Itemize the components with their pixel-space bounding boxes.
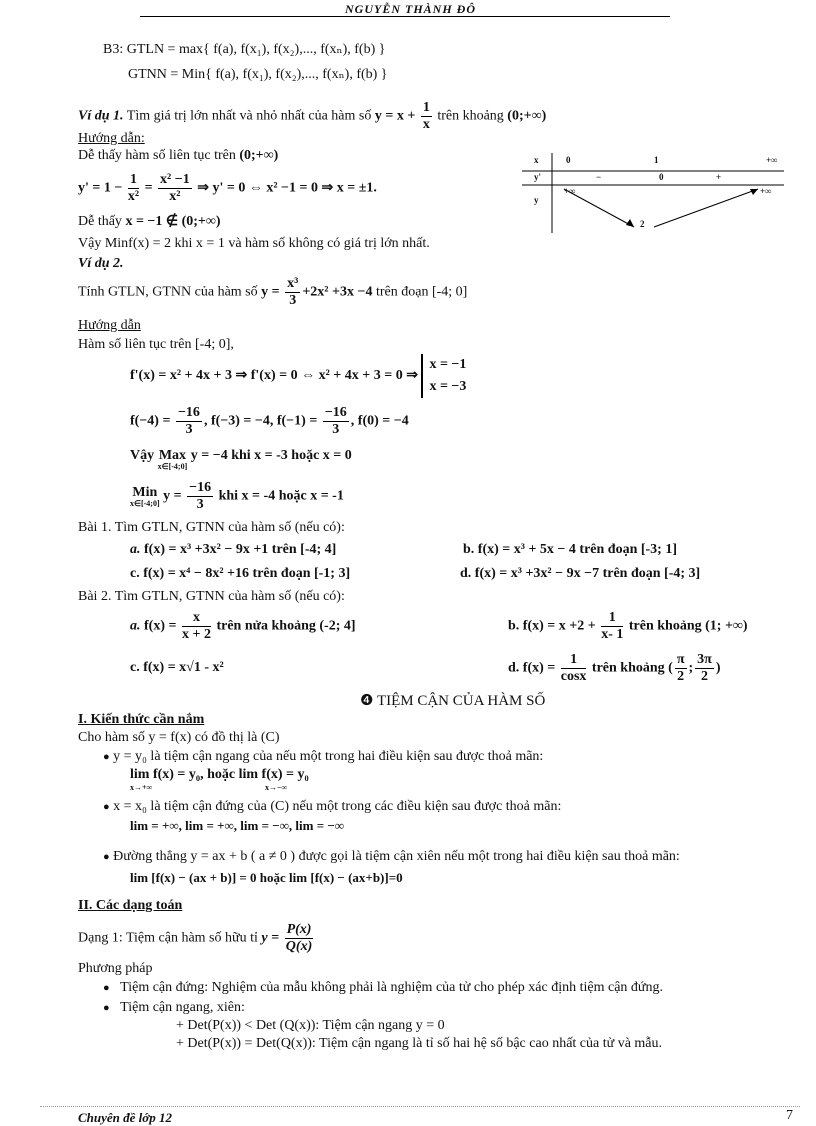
method-2a: + Det(P(x)) < Det (Q(x)): Tiệm cận ngang y = 0 bbox=[176, 1018, 445, 1033]
a-frac bbox=[182, 610, 211, 643]
b-pre: b. f(x) = x +2 + bbox=[508, 618, 596, 634]
table-dy-label: y' bbox=[534, 172, 542, 182]
bullet-icon: ● bbox=[103, 851, 110, 863]
min-frac bbox=[187, 480, 213, 513]
table-x-label: x bbox=[534, 155, 539, 165]
frac-den: 2 bbox=[677, 669, 685, 684]
max-op: Max bbox=[158, 448, 187, 463]
seen-text: Dễ thấy bbox=[78, 214, 122, 229]
page-number: 7 bbox=[786, 1108, 793, 1123]
d-frac-1 bbox=[675, 652, 687, 685]
method-2-text: Tiệm cận ngang, xiên: bbox=[120, 1000, 245, 1015]
vals-part: , f(−3) = −4, f(−1) = bbox=[203, 413, 318, 429]
example-1-seen bbox=[78, 213, 221, 230]
frac-den: x + 2 bbox=[181, 627, 211, 642]
frac-den: 3 bbox=[332, 422, 340, 437]
theory-oblique-math: lim [f(x) − (ax + b)] = 0 hoặc lim [f(x) − (ax+b)]=0 bbox=[130, 870, 403, 885]
frac-num: x bbox=[182, 610, 211, 627]
table-y-inf-right: +∞ bbox=[760, 186, 772, 196]
example-1-guide: Hướng dẫn: bbox=[78, 131, 145, 146]
section-4-marker: ❹ bbox=[360, 693, 374, 709]
frac-den: cosx bbox=[560, 669, 587, 684]
example-1-interval: (0;+∞) bbox=[507, 108, 547, 124]
exercise-2-title: Bài 2. Tìm GTLN, GTNN của hàm số (nếu có): bbox=[78, 589, 345, 604]
example-1-func: y = x + bbox=[374, 108, 416, 124]
frac-den: x bbox=[422, 117, 430, 132]
bullet-icon: ● bbox=[103, 751, 110, 763]
frac-den: x² bbox=[127, 189, 140, 204]
frac-num: π bbox=[676, 652, 685, 667]
frac-den: Q(x) bbox=[285, 939, 313, 954]
bullet-icon: ● bbox=[103, 982, 110, 994]
root-2: x = −3 bbox=[429, 379, 467, 394]
label-a: a. bbox=[130, 542, 141, 557]
vals-frac-2 bbox=[323, 405, 349, 438]
theory-vertical bbox=[103, 799, 561, 815]
theory-vertical-math: lim = +∞, lim = +∞, lim = −∞, lim = −∞ bbox=[130, 818, 345, 833]
deriv-eq: = bbox=[144, 180, 153, 196]
exercise-1-b: b. f(x) = x³ + 5x − 4 trên đoạn [-3; 1] bbox=[463, 542, 677, 557]
frac-num: 1 bbox=[601, 610, 623, 627]
b-frac bbox=[601, 610, 623, 643]
method-1-text: Tiệm cận đứng: Nghiệm của mẫu không phải là nghiệm của tử cho phép xác định tiệm cận đứng. bbox=[120, 980, 663, 995]
exercise-2-d bbox=[508, 652, 721, 685]
exercise-2-b bbox=[508, 610, 748, 643]
ex2-deriv: f'(x) = x² + 4x + 3 ⇒ f'(x) = 0 ⇔ x² + 4x + 3 = 0 ⇒ bbox=[130, 368, 418, 384]
exercise-1-c: c. f(x) = x⁴ − 8x² +16 trên đoạn [-1; 3] bbox=[130, 566, 351, 581]
example-1-label: Ví dụ 1. bbox=[78, 108, 124, 124]
max-text: y = −4 khi x = -3 hoặc x = 0 bbox=[190, 448, 352, 463]
d-post: trên khoảng ( bbox=[591, 660, 673, 676]
section-4-title bbox=[360, 691, 545, 710]
method-2 bbox=[103, 1000, 245, 1016]
frac-den: 3 bbox=[289, 293, 297, 308]
exercise-1-title: Bài 1. Tìm GTLN, GTNN của hàm số (nếu có): bbox=[78, 520, 345, 535]
table-dy-plus: + bbox=[716, 172, 722, 182]
frac-den: 3 bbox=[185, 422, 193, 437]
bullet-icon: ● bbox=[103, 801, 110, 813]
example-2-statement bbox=[78, 276, 467, 309]
exercise-2-c: c. f(x) = x√1 - x² bbox=[130, 660, 224, 675]
ex2-func-frac bbox=[285, 276, 300, 309]
example-1-frac bbox=[421, 100, 432, 133]
table-y-inf-left: +∞ bbox=[564, 186, 576, 196]
method-label: Phương pháp bbox=[78, 961, 153, 976]
example-1-text: Tìm giá trị lớn nhất và nhỏ nhất của hàm số bbox=[126, 108, 372, 124]
frac-den: 3 bbox=[196, 497, 204, 512]
item-a: f(x) = x³ +3x² − 9x +1 trên [-4; 4] bbox=[144, 542, 337, 557]
example-1-continuity bbox=[78, 148, 278, 164]
vals-frac-1 bbox=[176, 405, 202, 438]
min-op: Min bbox=[132, 485, 158, 500]
ex2-func-b: +2x² +3x −4 bbox=[302, 284, 373, 300]
d-end: ) bbox=[715, 660, 721, 676]
table-y-label: y bbox=[534, 195, 539, 205]
table-y-min: 2 bbox=[640, 219, 645, 229]
variation-table-lines bbox=[522, 153, 784, 233]
frac-num: 3π bbox=[697, 652, 712, 667]
a-pre: f(x) = bbox=[144, 618, 177, 634]
frac-num: 1 bbox=[561, 652, 587, 669]
d-frac bbox=[561, 652, 587, 685]
min-sub: x∈[-4;0] bbox=[130, 499, 160, 508]
frac-num: 1 bbox=[128, 172, 139, 189]
frac-num: −16 bbox=[324, 405, 347, 420]
example-1 bbox=[78, 100, 546, 133]
theory-horizontal-sub1: x→+∞ bbox=[130, 783, 153, 792]
frac-num: 1 bbox=[422, 100, 430, 115]
frac-num: P(x) bbox=[286, 922, 312, 937]
deriv-frac-1 bbox=[128, 172, 139, 205]
vals-part: f(−4) = bbox=[130, 413, 171, 429]
theory-heading: I. Kiến thức cần nắm bbox=[78, 712, 205, 727]
root-1: x = −1 bbox=[429, 357, 467, 372]
example-2-derivative bbox=[130, 354, 466, 398]
header-author: NGUYỄN THÀNH ĐÔ bbox=[345, 2, 476, 16]
min-eq: y = bbox=[163, 488, 182, 504]
max-sub: x∈[-4;0] bbox=[157, 462, 188, 471]
deriv-part: y' = 1 − bbox=[78, 180, 123, 196]
oblique-text: Đường thẳng y = ax + b ( a ≠ 0 ) được gọi là tiệm cận xiên nếu một trong hai điều kiện sau thoả mãn: bbox=[113, 849, 680, 864]
footer-rule bbox=[40, 1106, 800, 1107]
footer-title: Chuyên đề lớp 12 bbox=[78, 1110, 173, 1125]
step3-gtnn: GTNN = Min{ f(a), f(x₁), f(x₂),..., f(xₙ), f(b) } bbox=[128, 67, 388, 82]
min-text: khi x = -4 hoặc x = -1 bbox=[218, 488, 344, 504]
example-2-max bbox=[130, 448, 352, 471]
max-prefix: Vậy bbox=[130, 448, 155, 463]
vals-part: , f(0) = −4 bbox=[350, 413, 409, 429]
types-heading: II. Các dạng toán bbox=[78, 898, 183, 913]
theory-intro: Cho hàm số y = f(x) có đồ thị là (C) bbox=[78, 730, 280, 745]
section-4-text: TIỆM CẬN CỦA HÀM SỐ bbox=[376, 693, 546, 709]
frac-den: 2 bbox=[701, 669, 708, 684]
ex2-roots bbox=[421, 354, 466, 398]
horizontal-text: y = y₀ là tiệm cận ngang của nếu một trong hai điều kiện sau được thoả mãn: bbox=[113, 749, 544, 764]
ex2-func-a: y = bbox=[261, 284, 280, 300]
type-1-text: Dạng 1: Tiệm cận hàm số hữu tỉ bbox=[78, 930, 258, 946]
label-a: a. bbox=[130, 618, 141, 634]
type-1 bbox=[78, 922, 315, 955]
example-2-label: Ví dụ 2. bbox=[78, 256, 124, 271]
exercise-1-d: d. f(x) = x³ +3x² − 9x −7 trên đoạn [-4; 3] bbox=[460, 566, 701, 581]
example-1-interval-text: trên khoảng bbox=[437, 108, 504, 124]
table-x-0: 0 bbox=[566, 155, 571, 165]
table-dy-zero: 0 bbox=[659, 172, 664, 182]
ex2-text: Tính GTLN, GTNN của hàm số bbox=[78, 284, 258, 300]
type-1-eq: y = bbox=[261, 930, 280, 946]
deriv-part: ⇒ y' = 0 ⇔ x² −1 = 0 ⇒ x = ±1. bbox=[197, 180, 377, 196]
frac-num: x³ bbox=[287, 276, 299, 291]
step3-gtln: B3: GTLN = max{ f(a), f(x₁), f(x₂),..., f(xₙ), f(b) } bbox=[103, 42, 386, 57]
frac-num: −16 bbox=[177, 405, 200, 420]
example-2-min bbox=[130, 480, 344, 513]
d-pre: d. f(x) = bbox=[508, 660, 556, 676]
table-x-1: 1 bbox=[654, 155, 659, 165]
variation-table bbox=[522, 153, 784, 233]
continuity-interval: (0;+∞) bbox=[239, 148, 279, 163]
theory-oblique bbox=[103, 849, 680, 865]
bullet-icon: ● bbox=[103, 1002, 110, 1014]
seen-math: x = −1 ∉ (0;+∞) bbox=[125, 214, 221, 229]
vertical-text: x = x₀ là tiệm cận đứng của (C) nếu một trong các điều kiện sau được thoả mãn: bbox=[113, 799, 562, 814]
example-2-guide: Hướng dẫn bbox=[78, 318, 141, 333]
b-post: trên khoảng (1; +∞) bbox=[628, 618, 748, 634]
d-sep: ; bbox=[688, 660, 694, 676]
frac-num: −16 bbox=[189, 480, 212, 495]
example-1-conclusion: Vậy Minf(x) = 2 khi x = 1 và hàm số không có giá trị lớn nhất. bbox=[78, 236, 430, 251]
theory-horizontal-math: lim f(x) = y₀, hoặc lim f(x) = y₀ bbox=[130, 767, 309, 782]
a-post: trên nửa khoảng (-2; 4] bbox=[216, 618, 356, 634]
theory-horizontal bbox=[103, 749, 543, 765]
table-dy-minus: − bbox=[596, 172, 602, 182]
exercise-2-a bbox=[130, 610, 356, 643]
d-frac-2 bbox=[695, 652, 714, 685]
type-1-frac bbox=[285, 922, 314, 955]
example-2-continuity: Hàm số liên tục trên [-4; 0], bbox=[78, 337, 234, 352]
example-2-values bbox=[130, 405, 409, 438]
deriv-frac-2 bbox=[158, 172, 192, 205]
frac-num: x² −1 bbox=[160, 172, 190, 187]
example-1-derivative bbox=[78, 172, 377, 205]
method-1 bbox=[103, 980, 663, 996]
method-2b: + Det(P(x)) = Det(Q(x)): Tiệm cận ngang là tỉ số hai hệ số bậc cao nhất của tử và mẫu. bbox=[176, 1036, 663, 1051]
frac-den: x² bbox=[169, 189, 181, 204]
continuity-text: Dễ thấy hàm số liên tục trên bbox=[78, 148, 236, 163]
frac-den: x- 1 bbox=[601, 627, 624, 642]
theory-horizontal-sub2: x→−∞ bbox=[265, 783, 288, 792]
ex2-interval: trên đoạn [-4; 0] bbox=[375, 284, 468, 300]
exercise-1-a bbox=[130, 542, 336, 558]
table-x-inf: +∞ bbox=[766, 155, 778, 165]
